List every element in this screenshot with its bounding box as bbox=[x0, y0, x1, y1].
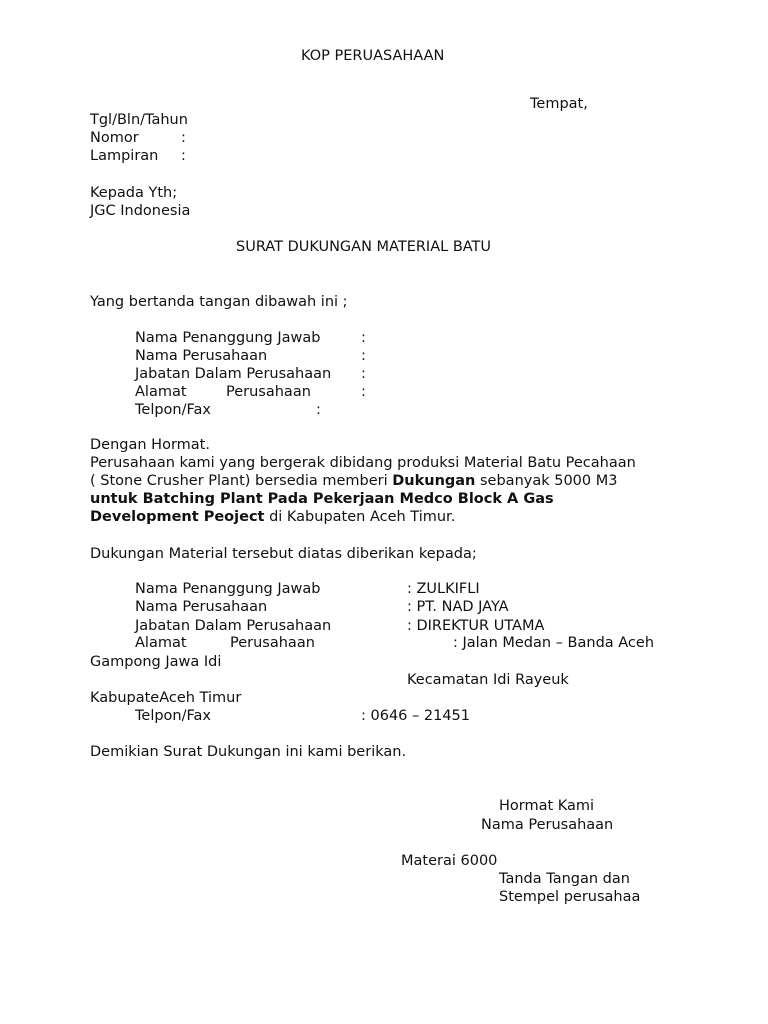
support-address-wrap-2: KabupateAceh Timur bbox=[90, 690, 242, 706]
letter-subject: SURAT DUKUNGAN MATERIAL BATU bbox=[236, 239, 492, 255]
support-address-label: Alamat bbox=[135, 635, 187, 651]
body-line-2: ( Stone Crusher Plant) bersedia memberi Dukungan sebanyak 5000 M3 bbox=[90, 473, 618, 489]
signer-phone-label: Telpon/Fax bbox=[135, 402, 211, 418]
support-phone-value: : 0646 – 21451 bbox=[361, 708, 470, 724]
support-phone-label: Telpon/Fax bbox=[135, 708, 211, 724]
body-line-3: untuk Batching Plant Pada Pekerjaan Medco Block A Gas bbox=[90, 491, 554, 507]
stamp-duty-label: Materai 6000 bbox=[401, 853, 498, 869]
support-position-label: Jabatan Dalam Perusahaan bbox=[135, 618, 332, 634]
number-colon: : bbox=[181, 130, 186, 146]
support-address-label-2: Perusahaan bbox=[230, 635, 315, 651]
letterhead-title: KOP PERUASAHAAN bbox=[301, 48, 445, 64]
closing-text: Demikian Surat Dukungan ini kami berikan. bbox=[90, 744, 407, 760]
signature-regards: Hormat Kami bbox=[499, 798, 595, 814]
support-name-value: : ZULKIFLI bbox=[407, 581, 480, 597]
signature-note-2: Stempel perusahaa bbox=[499, 889, 641, 905]
place-label: Tempat, bbox=[530, 96, 588, 112]
support-name-label: Nama Penanggung Jawab bbox=[135, 581, 321, 597]
support-address-wrap-1: Gampong Jawa Idi bbox=[90, 654, 222, 670]
support-company-value: : PT. NAD JAYA bbox=[407, 599, 509, 615]
attachment-label: Lampiran bbox=[90, 148, 159, 164]
signer-position-label: Jabatan Dalam Perusahaan bbox=[135, 366, 332, 382]
signer-address-label: Alamat bbox=[135, 384, 187, 400]
salutation: Dengan Hormat. bbox=[90, 437, 210, 453]
support-company-label: Nama Perusahaan bbox=[135, 599, 268, 615]
signer-company-label: Nama Perusahaan bbox=[135, 348, 268, 364]
support-address-line-2: Kecamatan Idi Rayeuk bbox=[407, 672, 569, 688]
intro-text: Yang bertanda tangan dibawah ini ; bbox=[90, 294, 348, 310]
signer-name-colon: : bbox=[361, 330, 366, 346]
recipient-name: JGC Indonesia bbox=[90, 203, 191, 219]
body-line-4: Development Peoject di Kabupaten Aceh Timur. bbox=[90, 509, 456, 525]
signer-name-label: Nama Penanggung Jawab bbox=[135, 330, 321, 346]
date-label: Tgl/Bln/Tahun bbox=[90, 112, 188, 128]
signer-address-label-2: Perusahaan bbox=[226, 384, 311, 400]
given-to-text: Dukungan Material tersebut diatas diberikan kepada; bbox=[90, 546, 477, 562]
support-address-value: : Jalan Medan – Banda Aceh bbox=[453, 635, 655, 651]
signature-note-1: Tanda Tangan dan bbox=[499, 871, 630, 887]
attachment-colon: : bbox=[181, 148, 186, 164]
recipient-greeting: Kepada Yth; bbox=[90, 185, 178, 201]
support-position-value: : DIREKTUR UTAMA bbox=[407, 618, 545, 634]
signer-phone-colon: : bbox=[316, 402, 321, 418]
signer-address-colon: : bbox=[361, 384, 366, 400]
signer-company-colon: : bbox=[361, 348, 366, 364]
signature-company: Nama Perusahaan bbox=[481, 817, 614, 833]
signer-position-colon: : bbox=[361, 366, 366, 382]
number-label: Nomor bbox=[90, 130, 139, 146]
body-line-1: Perusahaan kami yang bergerak dibidang produksi Material Batu Pecahaan bbox=[90, 455, 636, 471]
